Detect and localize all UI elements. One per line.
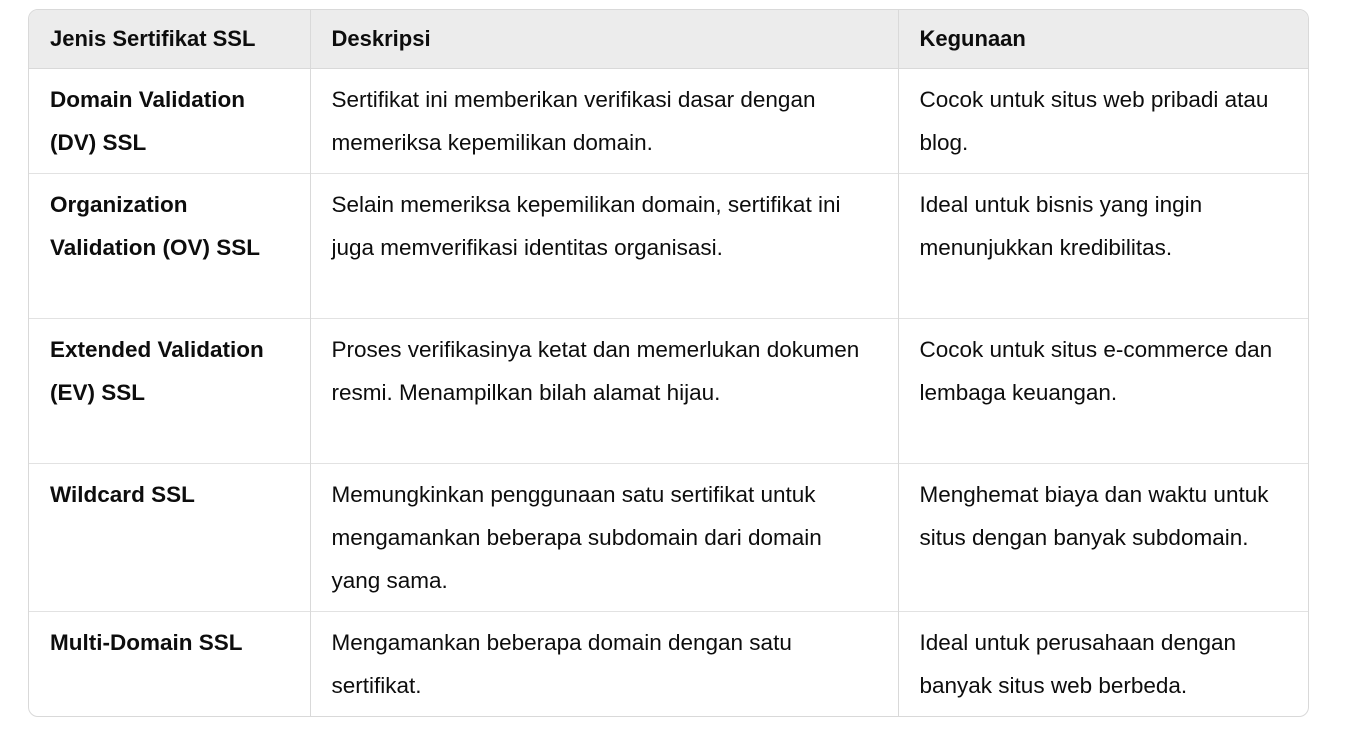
- table-row: [29, 173, 1308, 318]
- table-body: [29, 68, 1308, 716]
- cell-type: Wildcard SSL: [29, 463, 310, 611]
- cell-usage: Menghemat biaya dan waktu untuk situs dengan banyak subdomain.: [898, 463, 1308, 611]
- cell-usage: Cocok untuk situs web pribadi atau blog.: [898, 68, 1308, 173]
- cell-description: Mengamankan beberapa domain dengan satu sertifikat.: [310, 611, 898, 716]
- cell-usage: Ideal untuk perusahaan dengan banyak situs web berbeda.: [898, 611, 1308, 716]
- cell-description: Selain memeriksa kepemilikan domain, sertifikat ini juga memverifikasi identitas organisasi.: [310, 173, 898, 318]
- table-row: [29, 463, 1308, 611]
- header-row: [29, 10, 1308, 68]
- header-usage: Kegunaan: [898, 10, 1308, 68]
- table-header: [29, 10, 1308, 68]
- table-row: [29, 68, 1308, 173]
- cell-description: Memungkinkan penggunaan satu sertifikat untuk mengamankan beberapa subdomain dari domain yang sama.: [310, 463, 898, 611]
- cell-type: Organization Validation (OV) SSL: [29, 173, 310, 318]
- cell-description: Proses verifikasinya ketat dan memerlukan dokumen resmi. Menampilkan bilah alamat hijau.: [310, 318, 898, 463]
- cell-description: Sertifikat ini memberikan verifikasi dasar dengan memeriksa kepemilikan domain.: [310, 68, 898, 173]
- header-type: Jenis Sertifikat SSL: [29, 10, 310, 68]
- cell-type: Extended Validation (EV) SSL: [29, 318, 310, 463]
- ssl-table: [29, 10, 1308, 716]
- cell-usage: Ideal untuk bisnis yang ingin menunjukkan kredibilitas.: [898, 173, 1308, 318]
- ssl-certificate-table: [28, 9, 1309, 717]
- cell-usage: Cocok untuk situs e-commerce dan lembaga keuangan.: [898, 318, 1308, 463]
- cell-type: Multi-Domain SSL: [29, 611, 310, 716]
- cell-type: Domain Validation (DV) SSL: [50, 86, 246, 155]
- table-row: [29, 318, 1308, 463]
- table-row: [29, 611, 1308, 716]
- header-description: Deskripsi: [310, 10, 898, 68]
